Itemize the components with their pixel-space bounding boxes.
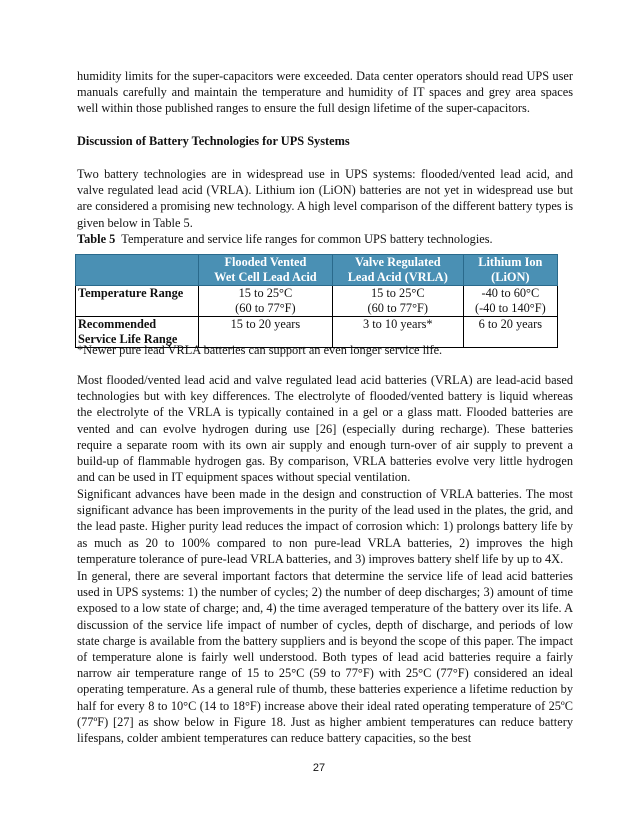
- header-line: Valve Regulated: [354, 255, 441, 269]
- table-caption-text: Temperature and service life ranges for common UPS battery technologies.: [121, 232, 493, 246]
- cell-line: (60 to 77°F): [367, 301, 428, 315]
- table-header-vrla: [332, 255, 463, 286]
- header-line: Flooded Vented: [224, 255, 307, 269]
- cell-line: (60 to 77°F): [235, 301, 296, 315]
- paragraph-intro: humidity limits for the super-capacitors were exceeded. Data center operators should read UPS user manuals carefully and maintain the temperature and humidity of IT spaces and grey area spaces well within those published ranges to ensure the full design lifetime of the super-capacitors.: [77, 69, 573, 116]
- table-cell: [199, 286, 333, 317]
- table-header-lithium: [463, 255, 557, 286]
- table-cell: 15 to 20 years: [199, 317, 333, 348]
- table-footnote: *Newer pure lead VRLA batteries can support an even longer service life.: [77, 343, 443, 357]
- header-line: (LiON): [491, 270, 530, 284]
- table-caption-label: Table 5: [77, 232, 116, 246]
- table-cell: [332, 286, 463, 317]
- table-header-flooded: [199, 255, 333, 286]
- table-header-blank: [76, 255, 199, 286]
- table-cell: 3 to 10 years*: [332, 317, 463, 348]
- row-label-temperature: Temperature Range: [76, 286, 199, 317]
- battery-comparison-table: [75, 254, 558, 348]
- table-caption: [77, 232, 493, 247]
- label-line: Recommended: [78, 317, 157, 331]
- label-line: Service Life Range: [78, 332, 178, 346]
- table-cell: [463, 286, 557, 317]
- paragraph-factors: In general, there are several important factors that determine the service life of lead acid batteries used in UPS systems: 1) the number of cycles; 2) the number of deep discharges; 3) amount of time exposed to a low state of charge; and, 4) the time averaged temperature of the battery over its life. A discussion of the service life impact of number of cycles, depth of discharge, and periods of low state charge is available from the battery suppliers and is beyond the scope of this paper. The impact of temperature alone is fairly well understood. Both types of lead acid batteries require a fairly narrow air temperature range of 15 to 25°C (59 to 77°F) with 25°C (77°F) considered an ideal operating temperature. As a general rule of thumb, these batteries experience a lifetime reduction by half for every 8 to 10°C (14 to 18°F) increase above their ideal rated operating temperature of 25ºC (77ºF) [27] as show below in Figure 18. Just as higher ambient temperatures can reduce battery lifespans, colder ambient temperatures can reduce battery capacities, so the best: [77, 569, 573, 746]
- paragraph-technologies: Two battery technologies are in widespread use in UPS systems: flooded/vented lead acid, and valve regulated lead acid (VRLA). Lithium ion (LiON) batteries are not yet in widespread use but are considered a promising new technology. A high level comparison of the different battery types is given below in Table 5.: [77, 167, 573, 230]
- header-line: Wet Cell Lead Acid: [214, 270, 317, 284]
- cell-line: 15 to 25°C: [370, 286, 425, 300]
- cell-line: 15 to 25°C: [238, 286, 293, 300]
- header-line: Lead Acid (VRLA): [347, 270, 448, 284]
- table-header-row: [76, 255, 558, 286]
- paragraph-vrla: Most flooded/vented lead acid and valve regulated lead acid batteries (VRLA) are lead-acid based technologies but with key differences. The electrolyte of flooded/vented battery is liquid whereas the electrolyte of the VRLA is typically contained in a gel or a glass matt. Flooded batteries are vented and can evolve hydrogen during use [26] (especially during recharge). These batteries require a separate room with its own air supply and enough turn-over of air supply to prevent a build-up of flammable hydrogen gas. By comparison, VRLA batteries evolve very little hydrogen and can be used in IT equipment spaces without special ventilation.: [77, 373, 573, 485]
- cell-line: -40 to 60°C: [481, 286, 540, 300]
- header-line: Lithium Ion: [478, 255, 543, 269]
- section-heading: Discussion of Battery Technologies for UPS Systems: [77, 134, 350, 148]
- page-number: 27: [312, 762, 326, 774]
- paragraph-advances: Significant advances have been made in the design and construction of VRLA batteries. The most significant advance has been improvements in the purity of the lead used in the plates, the grid, and the lead paste. Higher purity lead reduces the impact of corrosion which: 1) prolongs battery life by as much as 20 to 100% compared to non pure-lead VRLA batteries, 2) improves the high temperature tolerance of pure-lead VRLA batteries, and 3) improves battery shelf life by up to 4X.: [77, 487, 573, 566]
- table-cell: 6 to 20 years: [463, 317, 557, 348]
- cell-line: (-40 to 140°F): [474, 301, 546, 315]
- table-row: [76, 286, 558, 317]
